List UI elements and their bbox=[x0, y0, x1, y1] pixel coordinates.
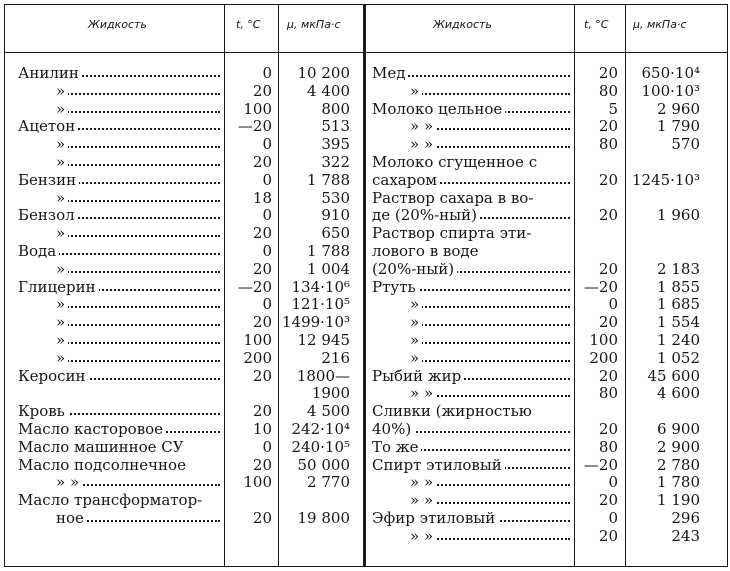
liquid-name bbox=[410, 527, 570, 545]
table-row bbox=[372, 189, 700, 207]
viscosity-cell: 1 790 bbox=[657, 117, 700, 136]
table-row bbox=[18, 100, 350, 118]
liquid-name bbox=[56, 349, 220, 367]
temperature-cell: 20 bbox=[252, 509, 272, 527]
table-row bbox=[18, 189, 350, 207]
right-header-liquid: Жидкость bbox=[433, 18, 492, 31]
liquid-name bbox=[410, 491, 570, 509]
viscosity-cell: 2 900 bbox=[657, 437, 700, 456]
liquid-name-text: Масло машинное СУ bbox=[18, 438, 187, 456]
table-row bbox=[372, 420, 700, 438]
temperature-cell: 0 bbox=[608, 473, 618, 492]
temperature-cell: 0 bbox=[262, 135, 272, 154]
center-divider bbox=[363, 4, 366, 567]
liquid-name-text: Молоко цельное bbox=[372, 100, 505, 118]
viscosity-cell: 2 960 bbox=[657, 99, 700, 118]
temperature-cell: —20 bbox=[237, 117, 272, 136]
viscosity-cell: 1 004 bbox=[307, 259, 350, 278]
temperature-cell: 20 bbox=[598, 206, 618, 225]
viscosity-cell: 1499·10³ bbox=[282, 313, 351, 332]
table-row bbox=[18, 82, 350, 100]
table-row bbox=[372, 153, 700, 171]
table-row bbox=[18, 402, 350, 420]
liquid-name-text: Масло касторовое bbox=[18, 420, 166, 438]
dot-leader bbox=[56, 200, 220, 202]
temperature-cell: 0 bbox=[262, 295, 272, 314]
viscosity-cell: 1 788 bbox=[307, 242, 350, 260]
dot-leader bbox=[410, 342, 570, 344]
viscosity-cell: 134·10⁶ bbox=[291, 277, 350, 296]
liquid-name bbox=[56, 100, 220, 118]
temperature-cell: —20 bbox=[583, 455, 618, 474]
dot-leader bbox=[56, 271, 220, 273]
liquid-name bbox=[410, 331, 570, 349]
liquid-name bbox=[372, 189, 570, 207]
temperature-cell: 20 bbox=[252, 455, 272, 474]
liquid-name bbox=[372, 260, 570, 278]
temperature-cell: 0 bbox=[608, 509, 618, 527]
liquid-name-text: лового в воде bbox=[372, 242, 482, 260]
table-row bbox=[372, 367, 700, 385]
viscosity-cell: 1 190 bbox=[657, 491, 700, 510]
table-row bbox=[18, 491, 350, 509]
liquid-name-text: Ртуть bbox=[372, 278, 419, 296]
liquid-name-text: » bbox=[56, 295, 68, 313]
liquid-name-text: Раствор сахара в во- bbox=[372, 189, 536, 207]
liquid-name-text: » bbox=[56, 135, 68, 153]
liquid-name bbox=[18, 278, 220, 296]
temperature-cell: 20 bbox=[252, 81, 272, 100]
viscosity-cell: 650·10⁴ bbox=[641, 64, 700, 82]
liquid-name-text: сахаром bbox=[372, 171, 440, 189]
viscosity-cell: 1 780 bbox=[657, 473, 700, 492]
liquid-name bbox=[372, 206, 570, 224]
table-row bbox=[18, 509, 350, 527]
temperature-cell: —20 bbox=[583, 277, 618, 296]
left-border bbox=[4, 4, 5, 567]
liquid-name bbox=[18, 171, 220, 189]
liquid-name-text: Бензол bbox=[18, 206, 78, 224]
table-row bbox=[18, 135, 350, 153]
temperature-cell: 20 bbox=[598, 259, 618, 278]
liquid-name-text: Эфир этиловый bbox=[372, 509, 498, 527]
table-row bbox=[372, 242, 700, 260]
liquid-name-text: Рыбий жир bbox=[372, 367, 464, 385]
dot-leader bbox=[56, 342, 220, 344]
table-row bbox=[18, 224, 350, 242]
viscosity-cell: 1 788 bbox=[307, 170, 350, 189]
table-row bbox=[372, 527, 700, 545]
liquid-name bbox=[56, 153, 220, 171]
liquid-name bbox=[372, 402, 570, 420]
liquid-name-text: » bbox=[56, 224, 68, 242]
temperature-cell: 200 bbox=[589, 348, 618, 367]
viscosity-cell: 2 780 bbox=[657, 455, 700, 474]
viscosity-cell: 242·10⁴ bbox=[291, 420, 350, 438]
liquid-name-text: 40%) bbox=[372, 420, 414, 438]
table-row bbox=[372, 438, 700, 456]
liquid-name-text: Керосин bbox=[18, 367, 89, 385]
table-row bbox=[18, 206, 350, 224]
liquid-name-text: » » bbox=[410, 491, 436, 509]
left-header-mu: μ, мкПа·с bbox=[287, 18, 341, 31]
table-row bbox=[372, 206, 700, 224]
table-row bbox=[18, 313, 350, 331]
table-row bbox=[372, 100, 700, 118]
right-border bbox=[727, 4, 728, 567]
table-row bbox=[372, 384, 700, 402]
liquid-name-text: » bbox=[410, 295, 422, 313]
temperature-cell: 80 bbox=[598, 437, 618, 456]
dot-leader bbox=[56, 164, 220, 166]
liquid-name-text: Анилин bbox=[18, 64, 82, 82]
liquid-name-text: » bbox=[410, 82, 422, 100]
liquid-name bbox=[410, 384, 570, 402]
temperature-cell: 20 bbox=[252, 153, 272, 171]
table-row bbox=[18, 456, 350, 474]
liquid-name bbox=[56, 313, 220, 331]
viscosity-cell: 121·10⁵ bbox=[291, 295, 350, 314]
liquid-name-text: » bbox=[410, 349, 422, 367]
temperature-cell: 0 bbox=[262, 242, 272, 260]
viscosity-cell: 4 400 bbox=[307, 81, 350, 100]
liquid-name-text: » » bbox=[56, 473, 82, 491]
liquid-name bbox=[372, 171, 570, 189]
viscosity-cell: 243 bbox=[671, 526, 700, 545]
temperature-cell: 20 bbox=[598, 64, 618, 82]
table-row bbox=[372, 278, 700, 296]
temperature-cell: 20 bbox=[598, 491, 618, 510]
table-row bbox=[372, 402, 700, 420]
liquid-name-text: Кровь bbox=[18, 402, 68, 420]
liquid-name bbox=[410, 295, 570, 313]
temperature-cell: 80 bbox=[598, 135, 618, 154]
table-row bbox=[372, 64, 700, 82]
dot-leader bbox=[410, 324, 570, 326]
temperature-cell: 0 bbox=[262, 64, 272, 82]
table-row bbox=[372, 295, 700, 313]
liquid-name-text: Спирт этиловый bbox=[372, 456, 505, 474]
liquid-name bbox=[18, 242, 220, 260]
viscosity-cell: 322 bbox=[321, 153, 350, 171]
right-header-t: t, °C bbox=[584, 18, 609, 31]
viscosity-cell: 100·10³ bbox=[641, 81, 700, 100]
viscosity-cell: 240·10⁵ bbox=[291, 437, 350, 456]
temperature-cell: 0 bbox=[262, 437, 272, 456]
temperature-cell: 20 bbox=[252, 402, 272, 421]
liquid-name-text: Раствор спирта эти- bbox=[372, 224, 534, 242]
temperature-cell: 20 bbox=[252, 313, 272, 332]
liquid-name bbox=[56, 509, 220, 527]
liquid-name bbox=[56, 224, 220, 242]
viscosity-cell: 216 bbox=[321, 348, 350, 367]
table-row bbox=[18, 117, 350, 135]
liquid-name-text: » bbox=[56, 82, 68, 100]
temperature-cell: 100 bbox=[243, 473, 272, 492]
liquid-name-text: Масло подсолнечное bbox=[18, 456, 189, 474]
temperature-cell: —20 bbox=[237, 277, 272, 296]
liquid-name bbox=[56, 135, 220, 153]
temperature-cell: 20 bbox=[252, 366, 272, 385]
liquid-name-text: » » bbox=[410, 135, 436, 153]
table-row bbox=[372, 224, 700, 242]
liquid-name-text: » bbox=[56, 189, 68, 207]
temperature-cell: 20 bbox=[598, 313, 618, 332]
liquid-name-text: » bbox=[56, 260, 68, 278]
liquid-name-text: де (20%-ный) bbox=[372, 206, 480, 224]
temperature-cell: 18 bbox=[252, 188, 272, 207]
liquid-name bbox=[18, 491, 220, 509]
table-row bbox=[18, 384, 350, 402]
table-row bbox=[18, 260, 350, 278]
liquid-name-text: » bbox=[410, 331, 422, 349]
liquid-name bbox=[372, 224, 570, 242]
temperature-cell: 20 bbox=[598, 366, 618, 385]
table-row bbox=[18, 153, 350, 171]
liquid-name bbox=[372, 64, 570, 82]
liquid-name bbox=[372, 100, 570, 118]
viscosity-cell: 6 900 bbox=[657, 420, 700, 438]
liquid-name bbox=[18, 384, 220, 402]
liquid-name bbox=[56, 260, 220, 278]
viscosity-cell: 1245·10³ bbox=[631, 170, 700, 189]
temperature-cell: 200 bbox=[243, 348, 272, 367]
liquid-name bbox=[372, 278, 570, 296]
liquid-name bbox=[56, 189, 220, 207]
liquid-name-text: Ацетон bbox=[18, 117, 78, 135]
dot-leader bbox=[410, 360, 570, 362]
table-row bbox=[18, 367, 350, 385]
dot-leader bbox=[56, 235, 220, 237]
liquid-name-text: (20%-ный) bbox=[372, 260, 457, 278]
liquid-name bbox=[372, 242, 570, 260]
table-row bbox=[372, 117, 700, 135]
temperature-cell: 20 bbox=[598, 526, 618, 545]
dot-leader bbox=[410, 93, 570, 95]
table-row bbox=[372, 135, 700, 153]
dot-leader bbox=[56, 146, 220, 148]
liquid-name bbox=[372, 509, 570, 527]
viscosity-cell: 513 bbox=[321, 117, 350, 136]
liquid-name-text: » » bbox=[410, 473, 436, 491]
table-row bbox=[18, 331, 350, 349]
temperature-cell: 0 bbox=[608, 295, 618, 314]
dot-leader bbox=[56, 93, 220, 95]
liquid-name bbox=[18, 438, 220, 456]
liquid-name-text: » bbox=[56, 313, 68, 331]
table-row bbox=[372, 331, 700, 349]
liquid-name bbox=[18, 367, 220, 385]
liquid-name-text: Глицерин bbox=[18, 278, 99, 296]
temperature-cell: 80 bbox=[598, 384, 618, 403]
viscosity-cell: 50 000 bbox=[297, 455, 350, 474]
liquid-name-text: Бензин bbox=[18, 171, 79, 189]
right-header-mu: μ, мкПа·с bbox=[633, 18, 687, 31]
liquid-name bbox=[18, 117, 220, 135]
liquid-name-text: Масло трансформатор- bbox=[18, 491, 205, 509]
table-row bbox=[372, 349, 700, 367]
table-row bbox=[18, 420, 350, 438]
liquid-name-text: » bbox=[56, 331, 68, 349]
dot-leader bbox=[56, 111, 220, 113]
viscosity-cell: 10 200 bbox=[297, 64, 350, 82]
viscosity-cell: 800 bbox=[321, 99, 350, 118]
liquid-name-text: То же bbox=[372, 438, 421, 456]
liquid-name bbox=[372, 420, 570, 438]
table-row bbox=[372, 473, 700, 491]
liquid-name-text: ное bbox=[56, 509, 87, 527]
dot-leader bbox=[56, 306, 220, 308]
viscosity-cell: 1 554 bbox=[657, 313, 700, 332]
liquid-name bbox=[56, 473, 220, 491]
temperature-cell: 80 bbox=[598, 81, 618, 100]
liquid-name-text: Молоко сгущенное с bbox=[372, 153, 540, 171]
table-row bbox=[18, 64, 350, 82]
viscosity-cell: 1800— bbox=[296, 366, 350, 385]
liquid-name bbox=[18, 206, 220, 224]
liquid-name bbox=[18, 420, 220, 438]
liquid-name bbox=[56, 295, 220, 313]
temperature-cell: 20 bbox=[598, 117, 618, 136]
table-row bbox=[18, 242, 350, 260]
dot-leader bbox=[56, 324, 220, 326]
liquid-name bbox=[410, 349, 570, 367]
viscosity-cell: 4 600 bbox=[657, 384, 700, 403]
viscosity-cell: 395 bbox=[321, 135, 350, 154]
liquid-name bbox=[410, 473, 570, 491]
liquid-name bbox=[372, 456, 570, 474]
table-row bbox=[372, 82, 700, 100]
liquid-name bbox=[56, 82, 220, 100]
liquid-name bbox=[410, 82, 570, 100]
liquid-name-text: Мед bbox=[372, 64, 408, 82]
temperature-cell: 100 bbox=[243, 99, 272, 118]
liquid-name-text: » » bbox=[410, 384, 436, 402]
viscosity-cell: 296 bbox=[671, 509, 700, 527]
temperature-cell: 0 bbox=[262, 206, 272, 225]
temperature-cell: 10 bbox=[252, 420, 272, 438]
viscosity-cell: 1 052 bbox=[657, 348, 700, 367]
liquid-name bbox=[372, 153, 570, 171]
liquid-name-text: » » bbox=[410, 117, 436, 135]
temperature-cell: 20 bbox=[598, 420, 618, 438]
table-row bbox=[18, 473, 350, 491]
viscosity-cell: 1900 bbox=[311, 384, 350, 403]
viscosity-cell: 12 945 bbox=[297, 331, 350, 349]
viscosity-cell: 1 240 bbox=[657, 331, 700, 349]
temperature-cell: 20 bbox=[252, 259, 272, 278]
dot-leader bbox=[56, 360, 220, 362]
liquid-name bbox=[18, 64, 220, 82]
table-row bbox=[18, 295, 350, 313]
liquid-name bbox=[410, 313, 570, 331]
liquid-name-text: » bbox=[410, 313, 422, 331]
liquid-name bbox=[56, 331, 220, 349]
table-row bbox=[372, 313, 700, 331]
liquid-name-text: » bbox=[56, 349, 68, 367]
viscosity-cell: 45 600 bbox=[647, 366, 700, 385]
liquid-name-text: » » bbox=[410, 527, 436, 545]
viscosity-cell: 650 bbox=[321, 224, 350, 243]
table-row bbox=[18, 278, 350, 296]
table-row bbox=[18, 349, 350, 367]
viscosity-cell: 19 800 bbox=[297, 509, 350, 527]
liquid-name bbox=[18, 402, 220, 420]
liquid-name bbox=[410, 117, 570, 135]
table-row bbox=[18, 438, 350, 456]
table-row bbox=[372, 509, 700, 527]
temperature-cell: 100 bbox=[243, 331, 272, 349]
temperature-cell: 0 bbox=[262, 170, 272, 189]
left-header-t: t, °C bbox=[236, 18, 261, 31]
viscosity-cell: 910 bbox=[321, 206, 350, 225]
liquid-name-text: Вода bbox=[18, 242, 59, 260]
table-row bbox=[372, 171, 700, 189]
viscosity-cell: 530 bbox=[321, 188, 350, 207]
viscosity-cell: 1 960 bbox=[657, 206, 700, 225]
liquid-name-text bbox=[18, 384, 21, 402]
liquid-name bbox=[372, 367, 570, 385]
temperature-cell: 20 bbox=[598, 170, 618, 189]
viscosity-cell: 4 500 bbox=[307, 402, 350, 421]
table-row bbox=[372, 491, 700, 509]
dot-leader bbox=[410, 306, 570, 308]
liquid-name bbox=[372, 438, 570, 456]
viscosity-cell: 2 770 bbox=[307, 473, 350, 492]
liquid-name bbox=[18, 456, 220, 474]
table-row bbox=[372, 260, 700, 278]
temperature-cell: 20 bbox=[252, 224, 272, 243]
viscosity-cell: 1 855 bbox=[657, 277, 700, 296]
table-row bbox=[372, 456, 700, 474]
table-row bbox=[18, 171, 350, 189]
viscosity-cell: 1 685 bbox=[657, 295, 700, 314]
liquid-name-text: » bbox=[56, 100, 68, 118]
liquid-name bbox=[410, 135, 570, 153]
liquid-name-text: » bbox=[56, 153, 68, 171]
temperature-cell: 5 bbox=[608, 99, 618, 118]
liquid-name-text: Сливки (жирностью bbox=[372, 402, 535, 420]
left-header-liquid: Жидкость bbox=[88, 18, 147, 31]
viscosity-cell: 2 183 bbox=[657, 259, 700, 278]
viscosity-cell: 570 bbox=[671, 135, 700, 154]
temperature-cell: 100 bbox=[589, 331, 618, 349]
